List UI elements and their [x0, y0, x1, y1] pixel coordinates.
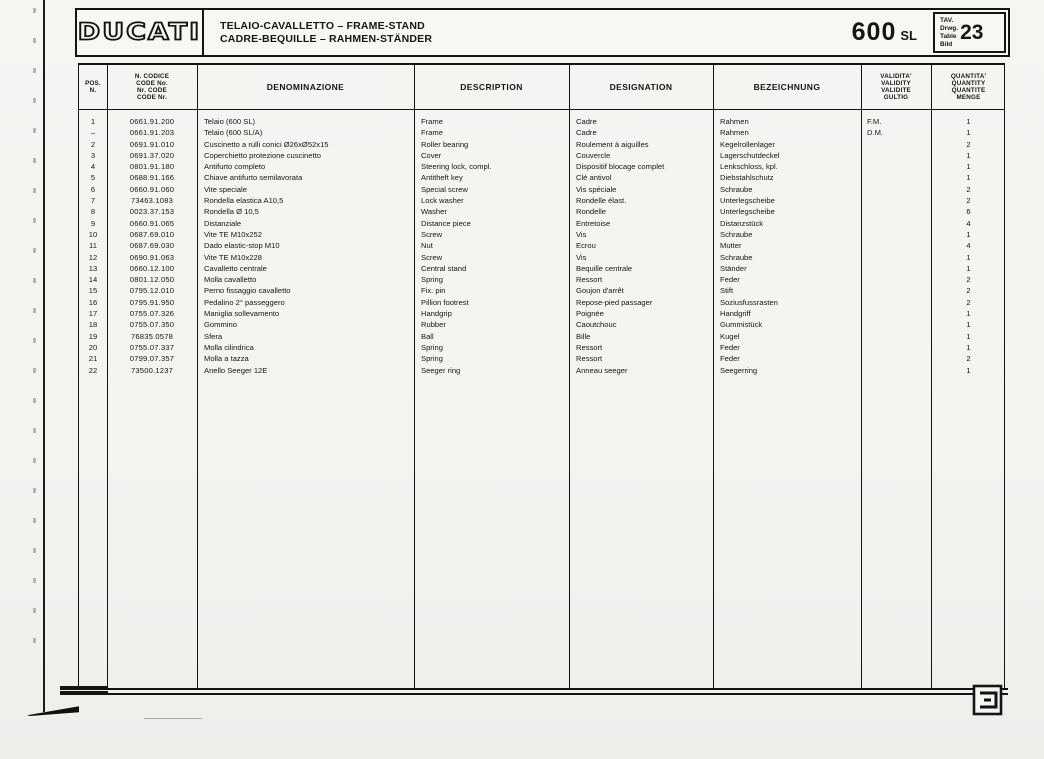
header-quantity [931, 65, 1006, 109]
cell-de: Handgriff [720, 309, 751, 319]
table-row [79, 116, 1004, 127]
ducati-mark-icon [972, 683, 1004, 717]
cell-pos: 21 [88, 354, 98, 364]
cell-qty: 2 [966, 139, 971, 149]
cell-pos: 5 [90, 173, 96, 183]
cell-en: Seeger ring [421, 365, 461, 375]
cell-qty: 1 [966, 342, 971, 352]
cell-de: Seegerring [720, 365, 758, 375]
title-line-1: TELAIO-CAVALLETTO – FRAME-STAND [220, 20, 425, 32]
cell-pos: 6 [90, 184, 96, 194]
cell-pos: 20 [88, 342, 98, 352]
bottom-rule-top [60, 688, 1008, 690]
cell-pos: 22 [88, 365, 98, 375]
cell-it: Sfera [204, 331, 223, 341]
table-row [79, 308, 1004, 319]
drawing-number: 23 [960, 20, 984, 44]
page-header [75, 8, 1010, 57]
cell-pos: 7 [90, 196, 96, 206]
cell-fr: Vis [576, 252, 587, 262]
cell-qty: 2 [966, 354, 971, 364]
binding-dashes [33, 8, 36, 648]
cell-fr: Vis [576, 229, 587, 239]
cell-code: 76835.0578 [130, 331, 174, 341]
drawing-number-labels [940, 17, 958, 49]
header-code-line: N. CODICE [134, 72, 170, 80]
table-row [79, 150, 1004, 161]
cell-code: 0755.07.350 [129, 320, 175, 330]
cell-de: Unterlegscheibe [720, 207, 775, 217]
header-code-line: CODE Nr. [137, 94, 167, 102]
cell-code: 73463.1083 [130, 196, 174, 206]
cell-it: Molla a tazza [204, 354, 249, 364]
cell-code: 0023.37.153 [129, 207, 175, 217]
cell-en: Steering lock, compl. [421, 162, 492, 172]
cell-de: Lagerschutdeckel [720, 150, 780, 160]
cell-it: Telaio (600 SL/A) [204, 128, 263, 138]
table-row [79, 285, 1004, 296]
cell-fr: Rondelle élast. [576, 196, 627, 206]
parts-table [78, 63, 1005, 690]
cell-pos: 12 [88, 252, 98, 262]
cell-en: Pillion footrest [421, 297, 469, 307]
cell-qty: 2 [966, 297, 971, 307]
header-validity-line: VALIDITY [881, 79, 911, 87]
header-quantity-line: QUANTITY [951, 79, 986, 87]
cell-de: Schraube [720, 229, 753, 239]
cell-fr: Bille [576, 331, 591, 341]
cell-qty: 1 [966, 309, 971, 319]
cell-it: Molla cilindrica [204, 342, 254, 352]
cell-en: Antitheft key [421, 173, 463, 183]
cell-fr: Bequille centrale [576, 263, 633, 273]
header-description: DESCRIPTION [460, 82, 523, 92]
cell-en: Screw [421, 229, 443, 239]
cell-pos: 13 [88, 263, 98, 273]
cell-qty: 6 [966, 207, 971, 217]
cell-it: Perno fissaggio cavalletto [204, 286, 291, 296]
model-designation [852, 10, 931, 55]
cell-en: Spring [421, 354, 443, 364]
cell-pos: 3 [90, 150, 96, 160]
cell-pos: 16 [88, 297, 98, 307]
page-title [204, 10, 852, 55]
cell-qty: 4 [966, 241, 971, 251]
cell-de: Rahmen [720, 128, 749, 138]
cell-pos: 17 [88, 309, 98, 319]
header-pos-line: N. [89, 87, 97, 94]
cell-de: Feder [720, 275, 740, 285]
cell-fr: Repose-pied passager [576, 297, 653, 307]
cell-fr: Dispositif blocage complet [576, 162, 665, 172]
cell-qty: 1 [966, 331, 971, 341]
cell-code: 0688.91.166 [129, 173, 175, 183]
cell-qty: 1 [966, 320, 971, 330]
cell-it: Vite TE M10x252 [204, 229, 262, 239]
cell-it: Distanziale [204, 218, 242, 228]
cell-qty: 2 [966, 275, 971, 285]
cell-it: Pedalino 2° passeggero [204, 297, 285, 307]
cell-it: Vite TE M10x228 [204, 252, 262, 262]
header-validity-line: VALIDITE [881, 87, 911, 94]
cell-it: Cavalletto centrale [204, 263, 267, 273]
cell-code: 0691.37.020 [129, 150, 175, 160]
table-body [79, 110, 1004, 376]
cell-pos: 4 [90, 162, 96, 172]
cell-code: 0795.91.950 [129, 297, 175, 307]
cell-it: Vite speciale [204, 184, 247, 194]
cell-qty: 1 [966, 252, 971, 262]
cell-en: Handgrip [421, 309, 452, 319]
cell-en: Central stand [421, 263, 467, 273]
table-row [79, 342, 1004, 353]
header-code-line: Nr. CODE [137, 87, 167, 94]
cell-fr: Couvercle [576, 150, 611, 160]
model-suffix: SL [900, 28, 917, 43]
cell-fr: Ressort [576, 342, 603, 352]
cell-en: Rubber [421, 320, 446, 330]
cell-fr: Poignée [576, 309, 604, 319]
header-validity [861, 65, 931, 109]
cell-code: 0661.91.200 [129, 117, 175, 126]
cell-de: Stift [720, 286, 734, 296]
cell-en: Cover [421, 150, 442, 160]
cell-de: Schraube [720, 184, 753, 194]
table-row [79, 331, 1004, 342]
cell-it: Telaio (600 SL) [204, 117, 256, 126]
table-row [79, 172, 1004, 183]
cell-de: Lenkschloss, kpl. [720, 162, 778, 172]
cell-pos: 9 [90, 218, 96, 228]
cell-en: Washer [421, 207, 447, 217]
header-pos [79, 65, 107, 109]
cell-qty: 1 [966, 128, 971, 138]
tav-label: TAV. [940, 16, 954, 24]
cell-de: Soziusfussrasten [720, 297, 778, 307]
table-header-row [79, 65, 1004, 110]
cell-de: Mutter [720, 241, 742, 251]
bild-label: Bild [940, 40, 953, 48]
cell-en: Lock washer [421, 196, 464, 206]
cell-it: Rondella Ø 10,5 [204, 207, 259, 217]
cell-fr: Ecrou [576, 241, 596, 251]
cell-pos: 11 [89, 241, 97, 251]
cell-fr: Clé antivol [576, 173, 612, 183]
cell-it: Anello Seeger 12E [204, 365, 268, 375]
cell-en: Fix. pin [421, 286, 446, 296]
table-row [79, 263, 1004, 274]
table-row [79, 184, 1004, 195]
cell-fr: Ressort [576, 354, 603, 364]
cell-code: 0660.91.065 [129, 218, 175, 228]
cell-it: Maniglia sollevamento [204, 309, 280, 319]
cell-fr: Cadre [576, 128, 597, 138]
cell-de: Schraube [720, 252, 753, 262]
cell-en: Spring [421, 275, 443, 285]
cell-en: Special screw [421, 184, 468, 194]
bottom-rule-bottom [60, 693, 1008, 695]
header-denominazione: DENOMINAZIONE [266, 82, 345, 92]
table-row [79, 240, 1004, 251]
cell-code: 0687.69.030 [129, 241, 175, 251]
cell-qty: 1 [966, 229, 971, 239]
cell-qty: 1 [966, 150, 971, 160]
cell-fr: Vis spéciale [576, 184, 617, 194]
table-row [79, 139, 1004, 150]
cell-pos: 10 [88, 229, 98, 239]
cell-de: Diebstahlschutz [720, 173, 774, 183]
cell-code: 0690.91.063 [129, 252, 175, 262]
cell-it: Gommino [204, 320, 237, 330]
cell-it: Chiave antifurto semilavorata [204, 173, 303, 183]
drawing-number-box [933, 12, 1006, 53]
header-code-line: CODE No. [136, 79, 168, 87]
ducati-logo [77, 10, 204, 55]
cell-fr: Goujon d'arrêt [576, 286, 624, 296]
cell-de: Unterlegscheibe [720, 196, 775, 206]
cell-en: Roller bearing [421, 139, 469, 149]
cell-it: Dado elastic-stop M10 [204, 241, 280, 251]
cell-code: 0755.07.337 [129, 342, 175, 352]
cell-de: Distanzstück [720, 218, 764, 228]
cell-qty: 4 [966, 218, 971, 228]
table-row [79, 252, 1004, 263]
header-pos-line: POS. [85, 79, 101, 87]
cell-de: Kugel [720, 331, 740, 341]
drwg-label: Drwg. [940, 24, 959, 32]
cell-fr: Entretoise [576, 218, 611, 228]
cell-pos: 2 [90, 139, 96, 149]
cell-code: 0661.91.203 [129, 128, 175, 138]
cell-qty: 2 [966, 184, 971, 194]
cell-de: Kegelrollenlager [720, 139, 775, 149]
table-row [79, 206, 1004, 217]
cell-de: Feder [720, 342, 740, 352]
cell-pos: 14 [88, 275, 98, 285]
cell-fr: Anneau seeger [576, 365, 628, 375]
cell-en: Spring [421, 342, 443, 352]
cell-validity: D.M. [867, 128, 884, 138]
cell-pos: 18 [88, 320, 98, 330]
cell-it: Molla cavalletto [204, 275, 257, 285]
cell-code: 0660.12.100 [129, 263, 175, 273]
scan-artifact-wedge [27, 701, 79, 716]
cell-it: Cuscinetto a rulli conici Ø26xØ52x15 [204, 139, 329, 149]
cell-code: 0755.07.326 [129, 309, 175, 319]
cell-qty: 1 [966, 117, 971, 126]
cell-pos: 1 [90, 117, 96, 126]
cell-en: Frame [421, 128, 443, 138]
table-row [79, 319, 1004, 330]
cell-qty: 2 [966, 196, 971, 206]
cell-it: Rondella elastica A10,5 [204, 196, 284, 206]
header-designation: DESIGNATION [609, 82, 673, 92]
scan-artifact-line [144, 718, 202, 719]
cell-en: Ball [421, 331, 434, 341]
cell-code: 0691.91.010 [129, 139, 175, 149]
cell-fr: Caoutchouc [576, 320, 617, 330]
cell-fr: Cadre [576, 117, 597, 126]
cell-qty: 1 [966, 162, 971, 172]
cell-code: 0799.07.357 [129, 354, 175, 364]
cell-qty: 1 [966, 263, 971, 273]
header-bezeichnung: BEZEICHNUNG [753, 82, 821, 92]
cell-fr: Roulement à aiguilles [576, 139, 649, 149]
cell-qty: 1 [966, 365, 971, 375]
cell-de: Feder [720, 354, 740, 364]
cell-it: Coperchietto protezione cuscinetto [204, 150, 321, 160]
header-quantity-line: QUANTITE [951, 87, 986, 94]
table-row [79, 195, 1004, 206]
header-code [107, 65, 197, 109]
cell-code: 0801.91.180 [129, 162, 175, 172]
cell-de: Gummistück [720, 320, 763, 330]
header-validity-line: VALIDITA' [880, 72, 912, 80]
header-validity-line: GULTIG [883, 94, 909, 102]
cell-code: 0660.91.060 [129, 184, 175, 194]
cell-de: Ständer [720, 263, 747, 273]
cell-code: 0801.12.050 [129, 275, 175, 285]
table-row [79, 229, 1004, 240]
cell-de: Rahmen [720, 117, 749, 126]
cell-code: 0687.69.010 [129, 229, 175, 239]
ducati-logo-text: DUCATI [77, 19, 202, 46]
cell-pos: 19 [88, 331, 98, 341]
cell-pos: 8 [90, 207, 96, 217]
header-quantity-line: QUANTITA' [950, 72, 987, 80]
cell-qty: 2 [966, 286, 971, 296]
cell-it: Antifurto completo [204, 162, 266, 172]
cell-pos: – [90, 128, 96, 138]
binding-edge-line [43, 0, 45, 712]
table-row [79, 274, 1004, 285]
cell-en: Screw [421, 252, 443, 262]
cell-validity: F.M. [867, 117, 882, 126]
cell-en: Frame [421, 117, 443, 126]
cell-code: 73500.1237 [130, 365, 174, 375]
cell-qty: 1 [966, 173, 971, 183]
model-number: 600 [851, 18, 897, 46]
cell-en: Distance piece [421, 218, 471, 228]
table-row [79, 353, 1004, 364]
table-row [79, 297, 1004, 308]
cell-fr: Ressort [576, 275, 603, 285]
cell-fr: Rondelle [576, 207, 606, 217]
table-label: Table [940, 32, 957, 40]
table-row [79, 161, 1004, 172]
table-row [79, 127, 1004, 138]
cell-pos: 15 [88, 286, 98, 296]
cell-code: 0795.12.010 [129, 286, 175, 296]
table-row [79, 365, 1004, 376]
table-row [79, 218, 1004, 229]
cell-en: Nut [421, 241, 433, 251]
title-line-2: CADRE-BEQUILLE – RAHMEN-STÄNDER [220, 32, 433, 45]
header-quantity-line: MENGE [956, 94, 981, 102]
